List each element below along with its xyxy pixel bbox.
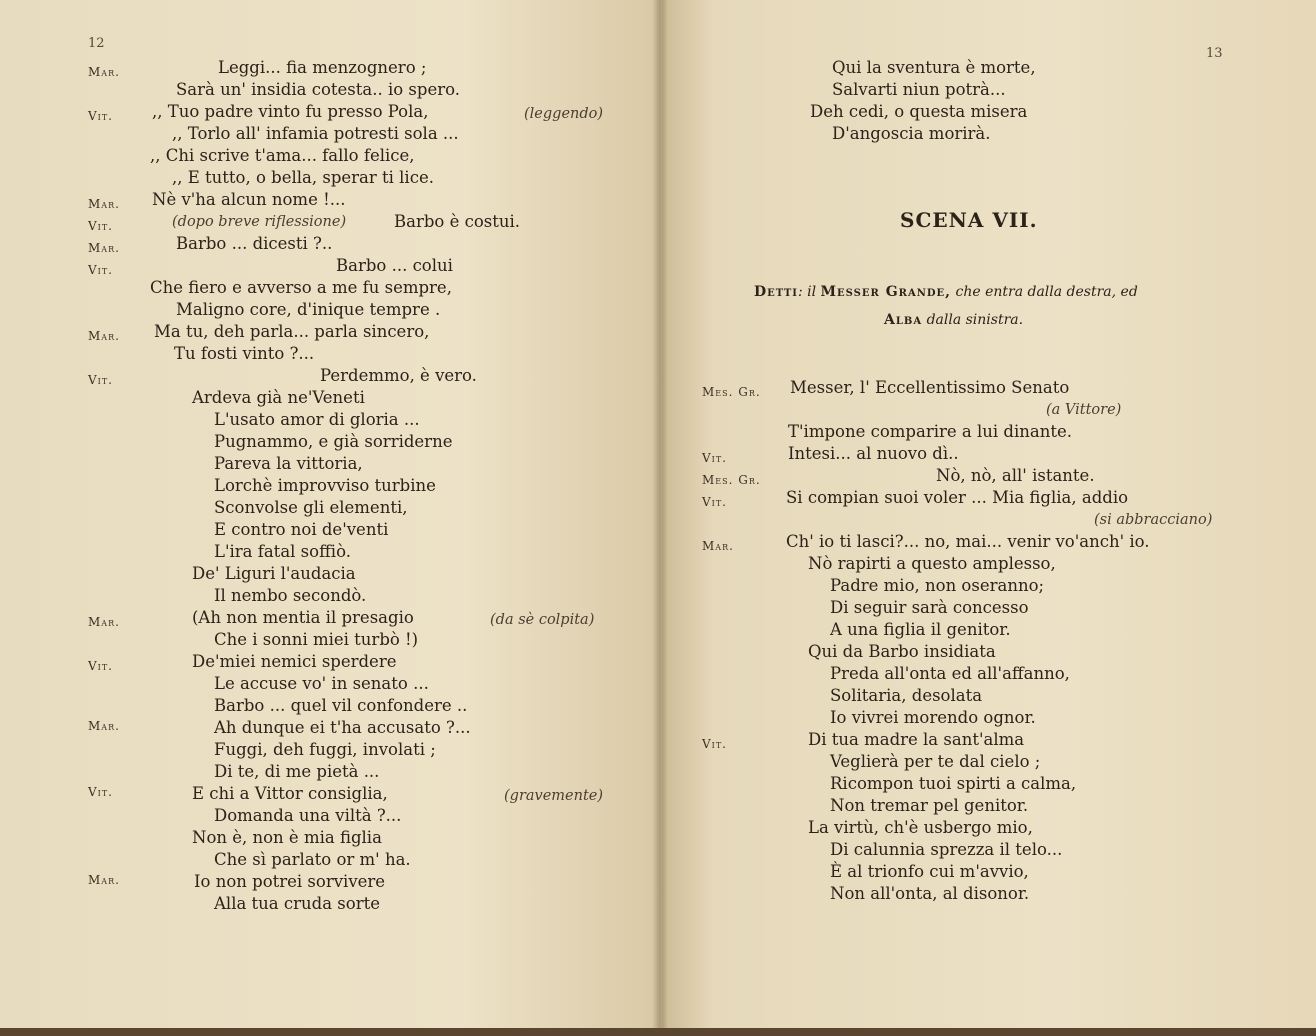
- characters-present: Detti: [754, 284, 798, 300]
- verse-line: Ardeva già ne'Veneti: [192, 388, 365, 407]
- verse-line: De' Liguri l'audacia: [192, 564, 356, 583]
- verse-line: Barbo ... dicesti ?..: [176, 234, 333, 253]
- speaker-label: Mar.: [702, 539, 734, 553]
- verse-line: La virtù, ch'è usbergo mio,: [808, 818, 1033, 837]
- speaker-label: Vit.: [88, 373, 113, 387]
- verse-line: Ricompon tuoi spirti a calma,: [830, 774, 1077, 793]
- verse-line: Pareva la vittoria,: [214, 454, 363, 473]
- speaker-label: Mar.: [88, 719, 120, 733]
- verse-line: Sarà un' insidia cotesta.. io spero.: [176, 80, 460, 99]
- verse-line: Ch' io ti lasci?... no, mai... venir vo'anch' io.: [786, 532, 1150, 551]
- page-edge: [0, 1028, 1316, 1036]
- speaker-label: Mar.: [88, 329, 120, 343]
- verse-line: Ah dunque ei t'ha accusato ?...: [214, 718, 471, 737]
- stage-direction: (si abbracciano): [1094, 512, 1213, 528]
- verse-line: Lorchè improvviso turbine: [214, 476, 436, 495]
- verse-line: Leggi... fia menzognero ;: [218, 58, 427, 77]
- speaker-label: Vit.: [88, 263, 113, 277]
- verse-line: ,, E tutto, o bella, sperar ti lice.: [172, 168, 434, 187]
- right-page: [662, 0, 1316, 1036]
- verse-line: Domanda una viltà ?...: [214, 806, 402, 825]
- verse-line: Il nembo secondò.: [214, 586, 367, 605]
- verse-line: L'ira fatal soffiò.: [214, 542, 351, 561]
- speaker-label: Vit.: [702, 451, 727, 465]
- verse-line: Nò, nò, all' istante.: [936, 466, 1095, 485]
- verse-line: Le accuse vo' in senato ...: [214, 674, 429, 693]
- speaker-label: Mes. Gr.: [702, 385, 761, 399]
- verse-line: Non è, non è mia figlia: [192, 828, 382, 847]
- verse-line: Non tremar pel genitor.: [830, 796, 1029, 815]
- page-number: 12: [88, 36, 105, 51]
- speaker-label: Mar.: [88, 873, 120, 887]
- verse-line: Barbo è costui.: [394, 212, 521, 231]
- verse-line: Qui la sventura è morte,: [832, 58, 1036, 77]
- verse-line: Tu fosti vinto ?...: [174, 344, 315, 363]
- stage-direction: (dopo breve riflessione): [172, 214, 347, 230]
- stage-direction: (da sè colpita): [490, 612, 595, 628]
- verse-line: Sconvolse gli elementi,: [214, 498, 408, 517]
- verse-line: T'impone comparire a lui dinante.: [788, 422, 1072, 441]
- verse-line: Pugnammo, e già sorriderne: [214, 432, 453, 451]
- verse-line: Maligno core, d'inique tempre .: [176, 300, 441, 319]
- verse-line: Intesi... al nuovo dì..: [788, 444, 959, 463]
- verse-line: ,, Torlo all' infamia potresti sola ...: [172, 124, 459, 143]
- verse-line: Di tua madre la sant'alma: [808, 730, 1025, 749]
- verse-line: È al trionfo cui m'avvio,: [830, 862, 1029, 881]
- character-name: Messer Grande,: [820, 284, 952, 300]
- desc-text: che entra dalla destra, ed: [955, 284, 1138, 300]
- verse-line: E contro noi de'venti: [214, 520, 389, 539]
- stage-direction: (gravemente): [504, 788, 604, 804]
- verse-line: De'miei nemici sperdere: [192, 652, 397, 671]
- verse-line: Che sì parlato or m' ha.: [214, 850, 411, 869]
- verse-line: Nò rapirti a questo amplesso,: [808, 554, 1056, 573]
- verse-line: Veglierà per te dal cielo ;: [830, 752, 1041, 771]
- verse-line: Nè v'ha alcun nome !...: [152, 190, 346, 209]
- speaker-label: Mar.: [88, 615, 120, 629]
- verse-line: Io non potrei sorvivere: [194, 872, 386, 891]
- verse-line: Deh cedi, o questa misera: [810, 102, 1028, 121]
- book-gutter: [652, 0, 668, 1036]
- desc-text: dalla sinistra.: [926, 312, 1024, 328]
- scene-description-line-1: [754, 284, 1138, 300]
- verse-line: L'usato amor di gloria ...: [214, 410, 420, 429]
- scene-title: SCENA VII.: [900, 208, 1038, 232]
- speaker-label: Mes. Gr.: [702, 473, 761, 487]
- verse-line: Messer, l' Eccellentissimo Senato: [790, 378, 1070, 397]
- verse-line: Io vivrei morendo ognor.: [830, 708, 1036, 727]
- verse-line: Si compian suoi voler ... Mia figlia, addio: [786, 488, 1129, 507]
- verse-line: Di calunnia sprezza il telo...: [830, 840, 1063, 859]
- verse-line: Di te, di me pietà ...: [214, 762, 380, 781]
- stage-direction: (a Vittore): [1046, 402, 1122, 418]
- verse-line: Preda all'onta ed all'affanno,: [830, 664, 1070, 683]
- speaker-label: Vit.: [88, 785, 113, 799]
- verse-line: Che i sonni miei turbò !): [214, 630, 419, 649]
- speaker-label: Mar.: [88, 65, 120, 79]
- verse-line: Perdemmo, è vero.: [320, 366, 477, 385]
- verse-line: E chi a Vittor consiglia,: [192, 784, 388, 803]
- speaker-label: Mar.: [88, 197, 120, 211]
- verse-line: Alla tua cruda sorte: [214, 894, 380, 913]
- page-number: 13: [1206, 46, 1223, 61]
- speaker-label: Vit.: [702, 737, 727, 751]
- verse-line: Barbo ... quel vil confondere ..: [214, 696, 468, 715]
- verse-line: Salvarti niun potrà...: [832, 80, 1006, 99]
- desc-text: : il: [797, 284, 817, 300]
- character-name: Alba: [884, 312, 923, 328]
- verse-line: Non all'onta, al disonor.: [830, 884, 1030, 903]
- verse-line: Solitaria, desolata: [830, 686, 983, 705]
- stage-direction: (leggendo): [524, 106, 604, 122]
- verse-line: A una figlia il genitor.: [830, 620, 1011, 639]
- verse-line: (Ah non mentia il presagio: [192, 608, 414, 627]
- verse-line: Fuggi, deh fuggi, involati ;: [214, 740, 436, 759]
- scene-description-line-2: [884, 312, 1023, 328]
- verse-line: D'angoscia morirà.: [832, 124, 991, 143]
- speaker-label: Vit.: [88, 219, 113, 233]
- speaker-label: Vit.: [88, 109, 113, 123]
- speaker-label: Mar.: [88, 241, 120, 255]
- verse-line: Ma tu, deh parla... parla sincero,: [154, 322, 430, 341]
- verse-line: Che fiero e avverso a me fu sempre,: [150, 278, 452, 297]
- speaker-label: Vit.: [702, 495, 727, 509]
- verse-line: Qui da Barbo insidiata: [808, 642, 996, 661]
- verse-line: Barbo ... colui: [336, 256, 453, 275]
- speaker-label: Vit.: [88, 659, 113, 673]
- verse-line: ,, Chi scrive t'ama... fallo felice,: [150, 146, 415, 165]
- verse-line: ,, Tuo padre vinto fu presso Pola,: [152, 102, 429, 121]
- verse-line: Padre mio, non oseranno;: [830, 576, 1045, 595]
- verse-line: Di seguir sarà concesso: [830, 598, 1029, 617]
